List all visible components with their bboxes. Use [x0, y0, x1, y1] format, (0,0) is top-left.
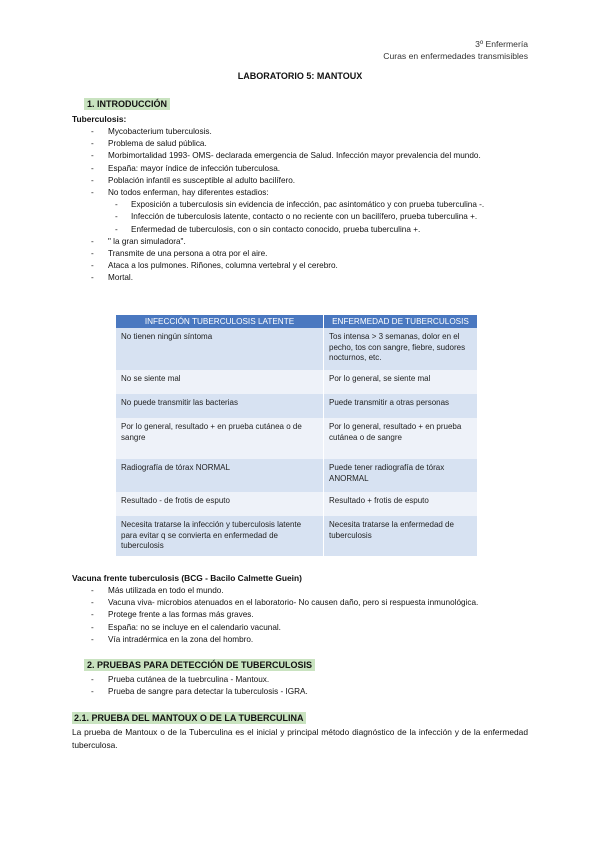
- table-cell: Por lo general, resultado + en prueba cutánea o de sangre: [324, 418, 478, 459]
- list-item: - Vía intradérmica en la zona del hombro.: [91, 634, 528, 646]
- stage-item: - Infección de tuberculosis latente, contacto o no reciente con un bacilífero, prueba tuberculina +.: [108, 211, 528, 223]
- section-heading-tests: [84, 660, 315, 670]
- table-header-disease: ENFERMEDAD DE TUBERCULOSIS: [324, 315, 478, 328]
- tests-list: [91, 674, 528, 698]
- subsection-heading-mantoux: 2.1. PRUEBA DEL MANTOUX O DE LA TUBERCULINA: [74, 713, 304, 723]
- list-item: - España: no se incluye en el calendario vacunal.: [91, 622, 528, 634]
- header-subject: Curas en enfermedades transmisibles: [383, 50, 528, 61]
- mantoux-paragraph: La prueba de Mantoux o de la Tuberculina es el inicial y principal método diagnóstico de la infección y de la enfermedad tuberculosa.: [72, 727, 528, 750]
- comparison-table: [116, 315, 478, 556]
- list-item: - Mortal.: [91, 272, 528, 284]
- table-header-latent: INFECCIÓN TUBERCULOSIS LATENTE: [116, 315, 324, 328]
- list-item-text: No todos enferman, hay diferentes estadios:: [108, 188, 269, 198]
- vaccine-list: [91, 585, 528, 646]
- table-row: [116, 394, 478, 418]
- table-row: [116, 418, 478, 459]
- list-item: - Protege frente a las formas más graves.: [91, 609, 528, 621]
- list-item: - Prueba cutánea de la tuebrculina - Mantoux.: [91, 674, 528, 686]
- list-item: - Mycobacterium tuberculosis.: [91, 126, 528, 138]
- list-item: - Ataca a los pulmones. Riñones, columna vertebral y el cerebro.: [91, 260, 528, 272]
- list-item: - Vacuna viva- microbios atenuados en el laboratorio- No causen daño, pero si respuesta inmunológica.: [91, 597, 528, 609]
- table-cell: Necesita tratarse la infección y tuberculosis latente para evitar q se convierta en enfermedad de tuberculosis: [116, 516, 324, 556]
- list-item: - " la gran simuladora".: [91, 236, 528, 248]
- table-row: [116, 492, 478, 516]
- list-item: - Transmite de una persona a otra por el aire.: [91, 248, 528, 260]
- section-heading-intro: [84, 99, 170, 109]
- table-row: [116, 459, 478, 492]
- table-cell: Por lo general, se siente mal: [324, 370, 478, 394]
- table-cell: No puede transmitir las bacterias: [116, 394, 324, 418]
- table-cell: Puede transmitir a otras personas: [324, 394, 478, 418]
- table-cell: Radiografía de tórax NORMAL: [116, 459, 324, 492]
- table-cell: Tos intensa > 3 semanas, dolor en el pecho, tos con sangre, fiebre, sudores nocturnos, etc.: [324, 328, 478, 370]
- list-item: - Población infantil es susceptible al adulto bacilífero.: [91, 175, 528, 187]
- table-row: [116, 370, 478, 394]
- page-header: [383, 39, 528, 62]
- table-cell: Por lo general, resultado + en prueba cutánea o de sangre: [116, 418, 324, 459]
- table-row: [116, 516, 478, 556]
- list-item: - Más utilizada en todo el mundo.: [91, 585, 528, 597]
- stage-item: - Enfermedad de tuberculosis, con o sin contacto conocido, prueba tuberculina +.: [108, 224, 528, 236]
- section-heading-tests-text: 2. PRUEBAS PARA DETECCIÓN DE TUBERCULOSIS: [84, 659, 315, 671]
- list-item: - Prueba de sangre para detectar la tuberculosis - IGRA.: [91, 686, 528, 698]
- header-course: 3º Enfermería: [475, 39, 528, 49]
- stages-list: [108, 199, 528, 236]
- table-cell: Necesita tratarse la enfermedad de tuberculosis: [324, 516, 478, 556]
- stage-item: - Exposición a tuberculosis sin evidencia de infección, pac asintomático y con prueba tuberculina -.: [108, 199, 528, 211]
- table-cell: No tienen ningún síntoma: [116, 328, 324, 370]
- vaccine-label: Vacuna frente tuberculosis (BCG - Bacilo Calmette Guein): [72, 573, 302, 583]
- list-item: - Problema de salud pública.: [91, 138, 528, 150]
- tuberculosis-label: Tuberculosis:: [72, 114, 127, 124]
- table-cell: No se siente mal: [116, 370, 324, 394]
- document-title: LABORATORIO 5: MANTOUX: [237, 71, 363, 81]
- table-cell: Resultado + frotis de esputo: [324, 492, 478, 516]
- list-item: - Morbimortalidad 1993- OMS- declarada emergencia de Salud. Infección mayor prevalencia del mundo.: [91, 150, 528, 162]
- table-cell: Puede tener radiografía de tórax ANORMAL: [324, 459, 478, 492]
- list-item: [91, 187, 528, 236]
- table-row: [116, 328, 478, 370]
- table-cell: Resultado - de frotis de esputo: [116, 492, 324, 516]
- section-heading-intro-text: 1. INTRODUCCIÓN: [84, 98, 170, 110]
- intro-list: [91, 126, 528, 285]
- table-header-row: [116, 315, 478, 328]
- list-item: - España: mayor índice de infección tuberculosa.: [91, 163, 528, 175]
